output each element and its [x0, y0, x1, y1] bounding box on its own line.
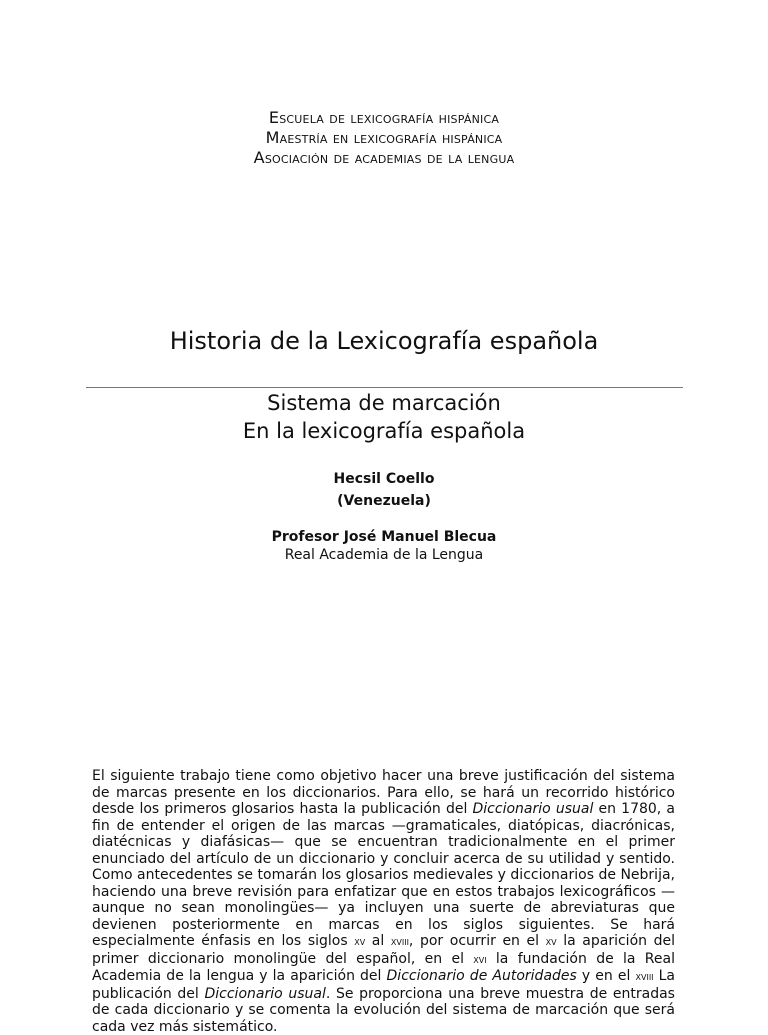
institution-masters: Maestría en lexicografía hispánica: [265, 128, 503, 147]
century-xv-second: xv: [545, 935, 557, 948]
abstract-text-3: al: [365, 933, 391, 949]
subtitle-line-2: En la lexicografía española: [242, 419, 526, 443]
supervisor-institution: Real Academia de la Lengua: [284, 547, 484, 563]
institution-association: Asociación de academias de la lengua: [253, 148, 515, 167]
subtitle-line-1: Sistema de marcación: [267, 391, 501, 415]
century-xviii-second: xviii: [635, 970, 654, 983]
century-xviii: xviii: [390, 935, 409, 948]
author-country: (Venezuela): [337, 493, 431, 509]
century-xvi: xvi: [473, 952, 487, 966]
abstract-text-5: la aparición del primer diccionario monolingüe del español, en el: [92, 933, 675, 967]
abstract-paragraph: [92, 768, 675, 1035]
supervisor-name: Profesor José Manuel Blecua: [271, 529, 497, 545]
institution-school: Escuela de lexicografía hispánica: [268, 108, 500, 127]
abstract-title-dicc-usual: Diccionario usual: [472, 801, 594, 817]
abstract-title-dicc-autoridades: Diccionario de Autoridades: [386, 968, 577, 984]
author-name: Hecsil Coello: [333, 471, 435, 487]
title-divider: [86, 387, 683, 388]
abstract-text-1: El siguiente trabajo tiene como objetivo hacer una breve justificación del sistema de marcas presente en los diccionarios. Para ello, se hará un recorrido histórico desde los primeros glosarios hasta la publicación del: [92, 768, 675, 817]
abstract-text-7: y en el: [576, 968, 636, 984]
abstract-text-4: , por ocurrir en el: [408, 933, 546, 949]
institutions-header: [0, 108, 768, 168]
abstract-text-2: en 1780, a fin de entender el origen de las marcas —gramaticales, diatópicas, diacrónicas, diatécnicas y diafásicas— que se encuentran tradicionalmente en el primer enunciado del artículo de un diccionario y concluir acerca de su utilidad y sentido. Como antecedentes se tomarán los glosarios medievales y diccionarios de Nebrija, haciendo una breve revisión para enfatizar que en estos trabajos lexicográficos —aunque no sean monolingües— ya incluyen una suerte de abreviaturas que devienen posteriormente en marcas en los siglos siguientes. Se hará especialmente énfasis en los siglos: [92, 801, 675, 949]
page-title: Historia de la Lexicografía española: [169, 327, 599, 355]
century-xv: xv: [354, 935, 366, 948]
abstract-title-dicc-usual-second: Diccionario usual: [204, 985, 326, 1002]
abstract-text-6: la fundación de la Real Academia de la lengua y la aparición del: [92, 950, 675, 984]
subtitle: [0, 389, 768, 445]
abstract-text-9: . Se proporciona una breve muestra de entradas de cada diccionario y se comenta la evolución del sistema de marcación que será cada vez más sistemático.: [92, 985, 675, 1035]
author-block: [0, 468, 768, 512]
abstract-text-8: La publicación del: [92, 968, 676, 1002]
supervisor-block: [0, 528, 768, 564]
